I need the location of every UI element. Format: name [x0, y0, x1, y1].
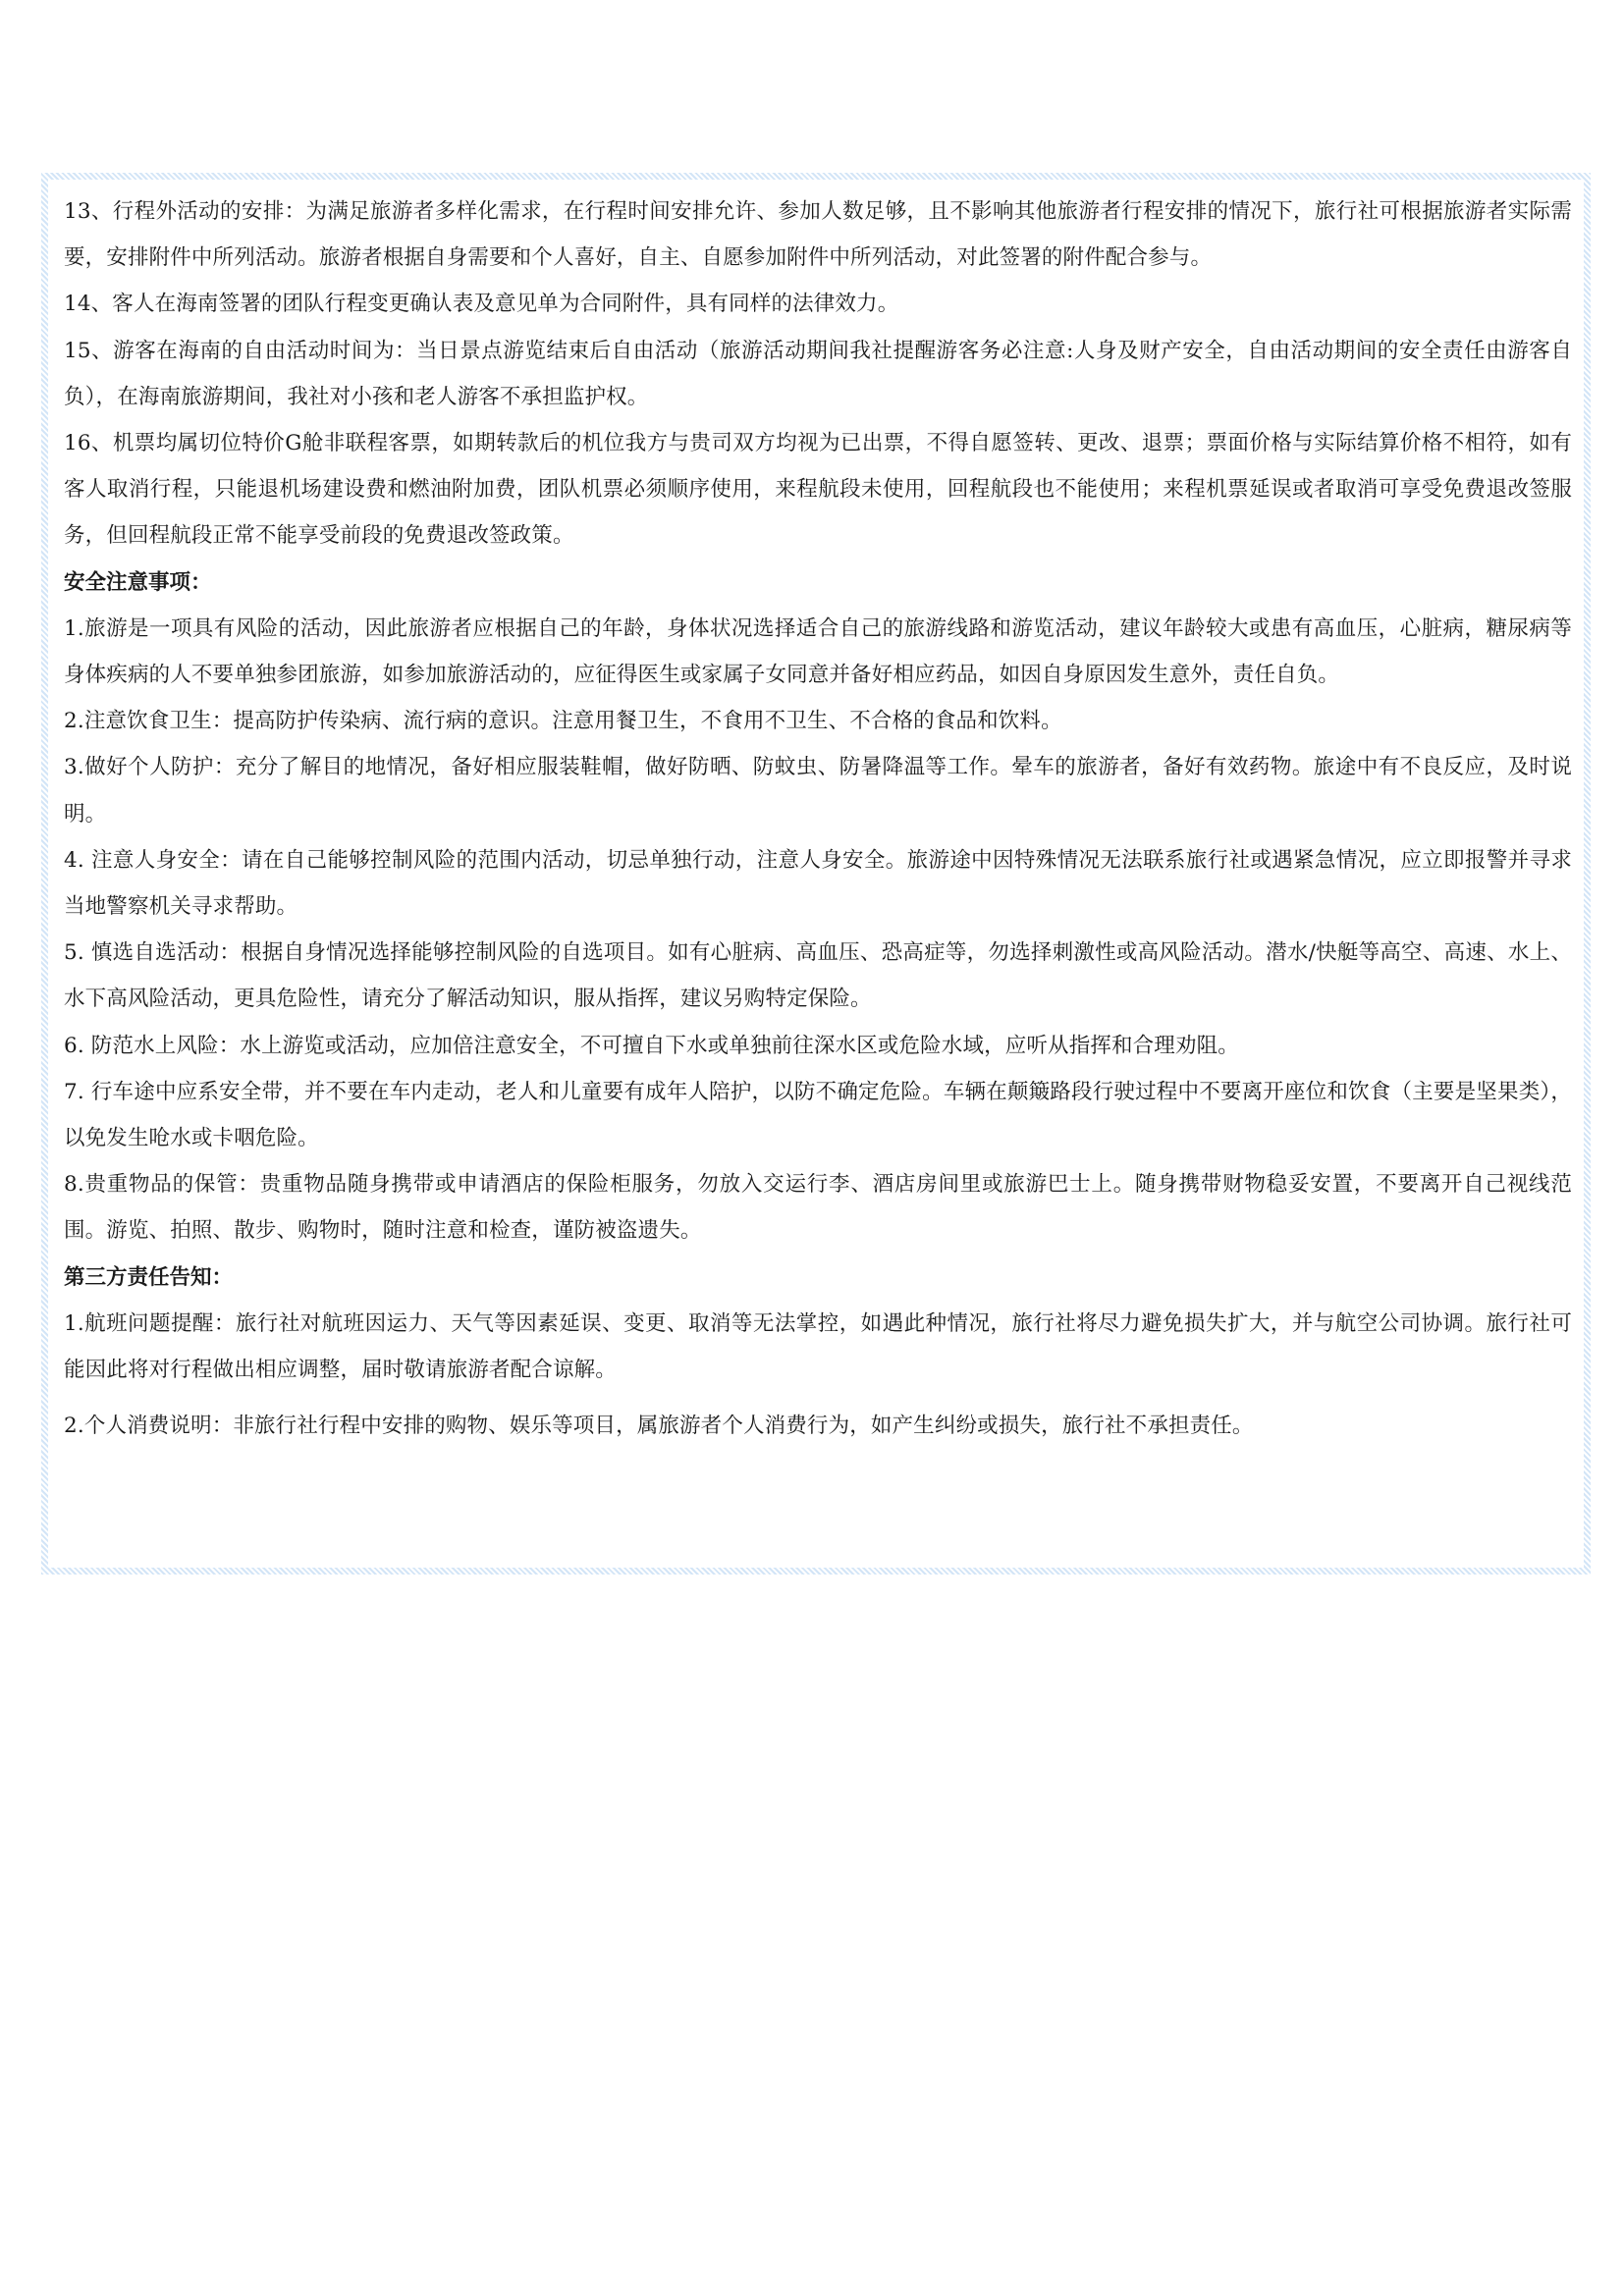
third-party-item-1: 1.航班问题提醒：旅行社对航班因运力、天气等因素延误、变更、取消等无法掌控，如遇此种情况，旅行社将尽力避免损失扩大，并与航空公司协调。旅行社可能因此将对行程做出相应调整，届时敬请旅游者配合谅解。: [64, 1310, 1572, 1383]
safety-item-6: 6. 防范水上风险：水上游览或活动，应加倍注意安全，不可擅自下水或单独前往深水区或危险水域，应听从指挥和合理劝阻。: [64, 1033, 1239, 1058]
safety-item-1: 1.旅游是一项具有风险的活动，因此旅游者应根据自己的年龄，身体状况选择适合自己的旅游线路和游览活动，建议年龄较大或患有高血压，心脏病，糖尿病等身体疾病的人不要单独参团旅游，如参加旅游活动的，应征得医生或家属子女同意并备好相应药品，如因自身原因发生意外，责任自负。: [64, 615, 1572, 688]
notice-frame: [41, 173, 1591, 1575]
term-14: 14、客人在海南签署的团队行程变更确认表及意见单为合同附件，具有同样的法律效力。: [64, 292, 899, 317]
term-16: 16、机票均属切位特价G舱非联程客票，如期转款后的机位我方与贵司双方均视为已出票，不得自愿签转、更改、退票；票面价格与实际结算价格不相符，如有客人取消行程，只能退机场建设费和燃油附加费，团队机票必须顺序使用，来程航段未使用，回程航段也不能使用；来程机票延误或者取消可享受免费退改签服务，但回程航段正常不能享受前段的免费退改签政策。: [64, 431, 1572, 549]
safety-item-5: 5. 慎选自选活动：根据自身情况选择能够控制风险的自选项目。如有心脏病、高血压、恐高症等，勿选择刺激性或高风险活动。潜水/快艇等高空、高速、水上、水下高风险活动，更具危险性，请充分了解活动知识，服从指挥，建议另购特定保险。: [64, 940, 1572, 1012]
safety-item-3: 3.做好个人防护：充分了解目的地情况，备好相应服装鞋帽，做好防晒、防蚊虫、防暑降温等工作。晕车的旅游者，备好有效药物。旅途中有不良反应，及时说明。: [64, 755, 1572, 827]
third-party-heading: 第三方责任告知：: [64, 1264, 234, 1290]
term-15: 15、游客在海南的自由活动时间为：当日景点游览结束后自由活动（旅游活动期间我社提醒游客务必注意:人身及财产安全，自由活动期间的安全责任由游客自负），在海南旅游期间，我社对小孩和老人游客不承担监护权。: [64, 338, 1572, 409]
safety-heading: 安全注意事项：: [64, 569, 212, 595]
safety-item-2: 2.注意饮食卫生：提高防护传染病、流行病的意识。注意用餐卫生，不食用不卫生、不合格的食品和饮料。: [64, 709, 1062, 734]
safety-item-4: 4. 注意人身安全：请在自己能够控制风险的范围内活动，切忌单独行动，注意人身安全。旅游途中因特殊情况无法联系旅行社或遇紧急情况，应立即报警并寻求当地警察机关寻求帮助。: [64, 847, 1572, 920]
safety-item-7: 7. 行车途中应系安全带，并不要在车内走动，老人和儿童要有成年人陪护，以防不确定危险。车辆在颠簸路段行驶过程中不要离开座位和饮食（主要是坚果类），以免发生呛水或卡咽危险。: [64, 1079, 1572, 1151]
safety-item-8: 8.贵重物品的保管：贵重物品随身携带或申请酒店的保险柜服务，勿放入交运行李、酒店房间里或旅游巴士上。随身携带财物稳妥安置，不要离开自己视线范围。游览、拍照、散步、购物时，随时注意和检查，谨防被盗遗失。: [64, 1172, 1572, 1244]
term-13: 13、行程外活动的安排：为满足旅游者多样化需求，在行程时间安排允许、参加人数足够，且不影响其他旅游者行程安排的情况下，旅行社可根据旅游者实际需要，安排附件中所列活动。旅游者根据自身需要和个人喜好，自主、自愿参加附件中所列活动，对此签署的附件配合参与。: [64, 199, 1572, 271]
third-party-item-2: 2.个人消费说明：非旅行社行程中安排的购物、娱乐等项目，属旅游者个人消费行为，如产生纠纷或损失，旅行社不承担责任。: [64, 1414, 1254, 1439]
notice-content: [48, 180, 1584, 1568]
